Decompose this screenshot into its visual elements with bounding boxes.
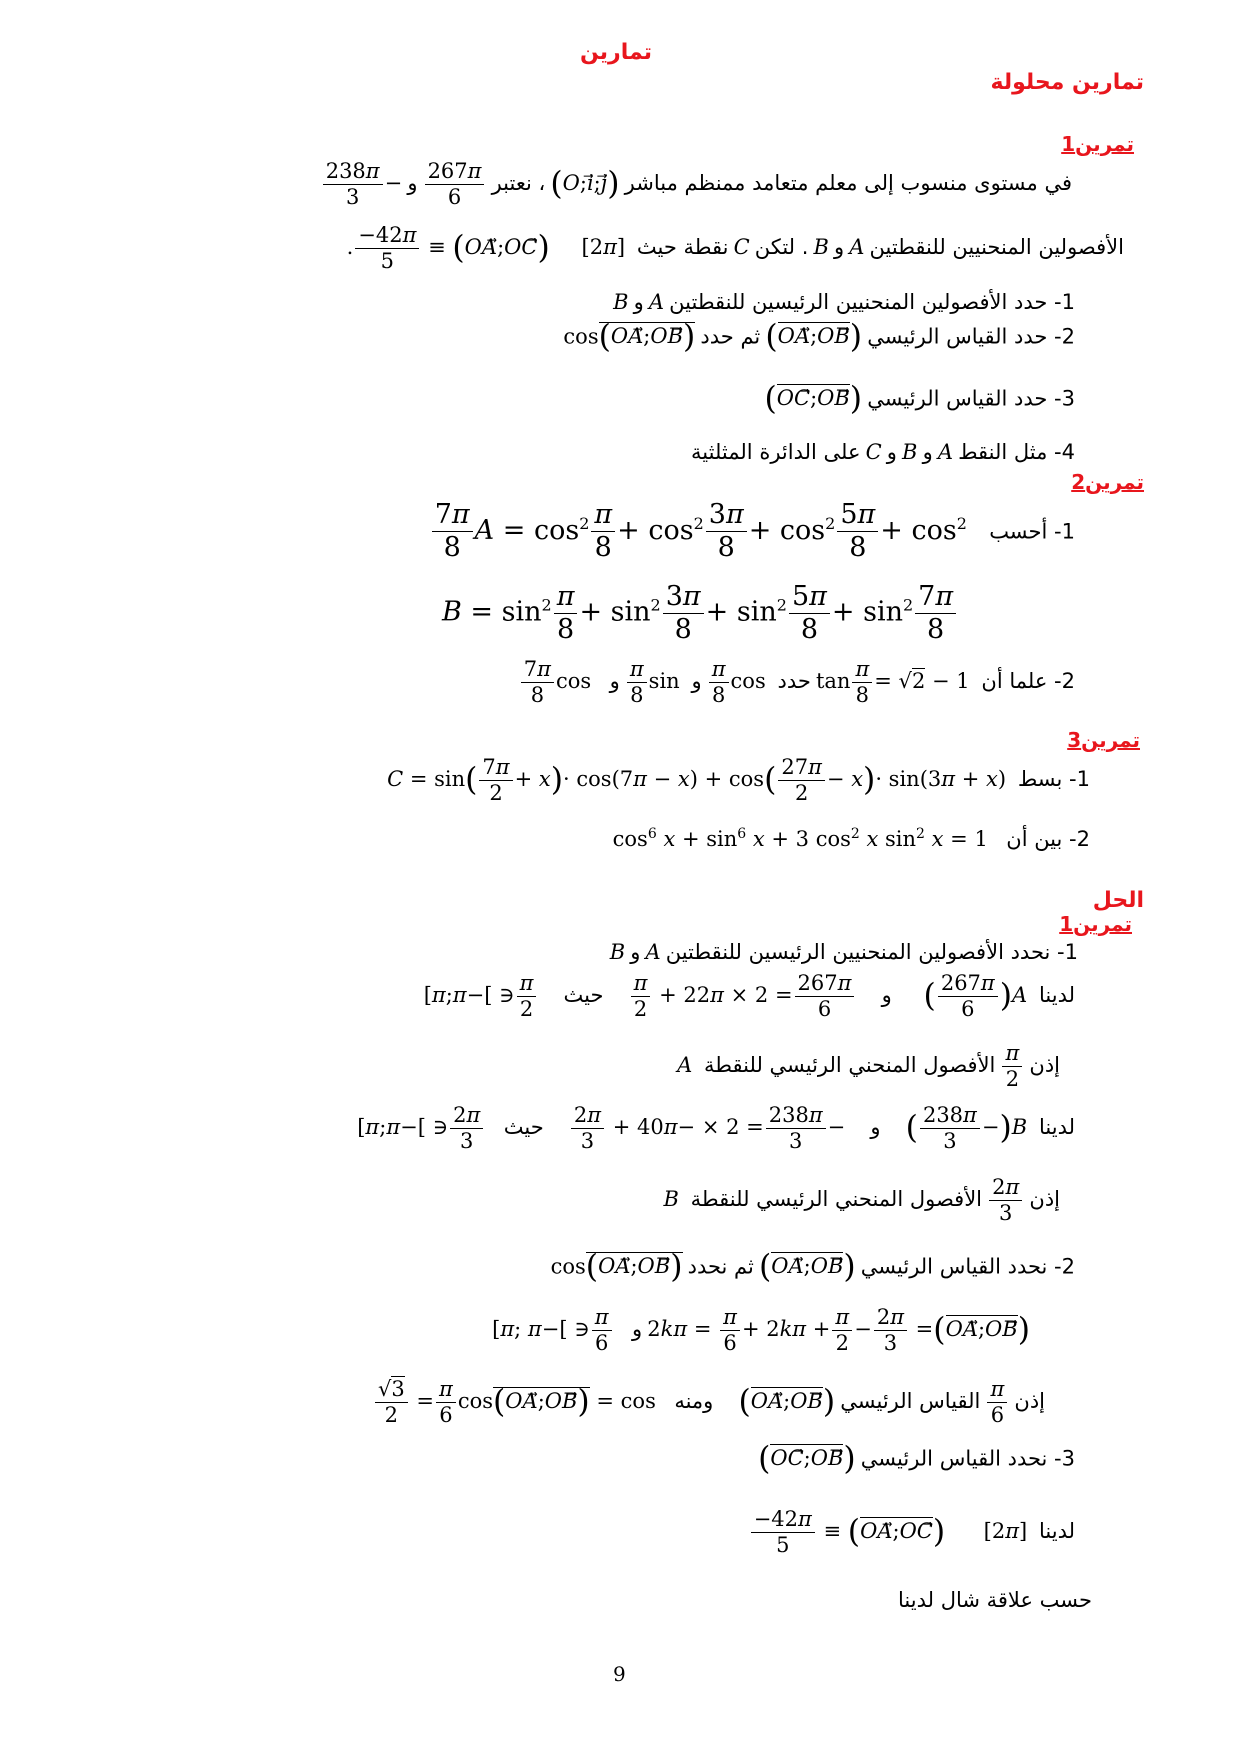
sol-line-a (424, 972, 1075, 1021)
q2-text: 2- بين أن (1006, 827, 1090, 851)
point-a-coord: A( $\frac{267\pi}{6}$ ) (923, 971, 1028, 1022)
modulo-2pi: [2π] (554, 235, 632, 260)
exercise-3-heading: تمرين3 (1067, 728, 1140, 752)
then-text: إذن (1029, 1187, 1060, 1212)
ex1-intro: في مستوى منسوب إلى معلم متعامد ممنظم مباشر (624, 171, 1072, 196)
point-a: A (648, 290, 665, 314)
ex2-q1 (430, 500, 1075, 562)
angle-oa-ob: (OA⃗;OB) (738, 1383, 836, 1420)
angle-oc-ob: (OC⃗;OB) (758, 1441, 856, 1477)
point-b: B (813, 235, 829, 260)
s2-text: 2- نحدد القياس الرئيسي (860, 1254, 1075, 1279)
have-text: لدينا (1038, 983, 1075, 1008)
exercise-2-heading: تمرين2 (1071, 470, 1144, 494)
solution-heading: الحل (1092, 888, 1144, 913)
and-word: و (633, 290, 644, 314)
sin-pi-8: sin $\frac{\pi}{8}$ (625, 669, 687, 693)
cos-pi-8: cos $\frac{\pi}{8}$ (707, 669, 773, 693)
and-word: و (632, 1317, 643, 1342)
and-word: و (870, 1115, 881, 1140)
q2b-text: ثم حدد (700, 324, 761, 349)
and-word: و (886, 440, 897, 464)
s2b-text: ثم نحدد (687, 1254, 754, 1279)
have-text: لدينا (1038, 1519, 1075, 1544)
s1-text: 1- نحدد الأفصولين المنحنيين الرئيسين للنقطتين (665, 940, 1078, 964)
section-title: تمارين محلولة (990, 70, 1144, 95)
tan-pi-8: tan $\frac{\pi}{8}$ = √2 − 1 (815, 657, 977, 708)
ex1-line2-text: الأفصولين المنحنيين للنقطتين (869, 235, 1124, 260)
ex1-q3 (764, 381, 1075, 417)
ex1-line-1 (321, 160, 1072, 209)
where-text: حيث (503, 1115, 544, 1140)
interval-c: $\frac{\pi}{6}$ ∈ ]−π; π] (492, 1317, 627, 1341)
chasles-text: حسب علاقة شال لدينا (898, 1588, 1092, 1612)
q3-text: 3- حدد القياس الرئيسي (867, 386, 1075, 411)
q2-text: 2- علما أن (981, 669, 1075, 694)
abs-text: الأفصول المنحني الرئيسي للنقطة (690, 1187, 983, 1212)
ex3-q2 (613, 826, 1090, 851)
ex1-line-2 (347, 224, 1124, 273)
sol-then-a (677, 1042, 1060, 1091)
formula-b: $B = \sin^2$ $\frac{\pi}{8}$ + $\sin^2$ $\frac{3\pi}{8}$ + $\sin^2$ $\frac{5\pi}{8}$ + $\sin^2$ $\frac{7\pi}{8}$ (442, 582, 958, 644)
sol-line-b (357, 1104, 1075, 1153)
point-c: C (865, 440, 882, 464)
decomp-a: $\frac{267\pi}{6}$ = 2 × 22π + $\frac{\pi}{2}$ (609, 983, 877, 1007)
and-word: و (922, 440, 933, 464)
sol-step-2 (550, 1249, 1075, 1285)
interval-b: $\frac{2\pi}{3}$ ∈ ]−π;π] (357, 1115, 498, 1139)
identity-formula: $\cos^6 x + \sin^6 x + 3$ $\cos^2 x$ $\sin^2 x = 1$ (612, 826, 1002, 851)
point-a: A (937, 440, 953, 464)
and-word: و (407, 171, 418, 196)
main-measure-text: القياس الرئيسي (840, 1389, 981, 1414)
where-text: حيث (563, 983, 604, 1008)
ex1-q4 (691, 440, 1075, 464)
q4b-text: على الدائرة المثلثية (691, 440, 861, 464)
q2b-text: حدد (777, 669, 811, 694)
and-word: و (881, 983, 892, 1008)
value-pi-2: $\frac{\pi}{2}$ (1000, 1053, 1024, 1077)
and-word: و (691, 669, 702, 694)
value-267pi-6: $\frac{267\pi}{6}$ (423, 171, 487, 195)
formula-a: $A = \cos^2$ $\frac{\pi}{8}$ + $\cos^2$ $\frac{3\pi}{8}$ + $\cos^2$ $\frac{5\pi}{8}$ + $\cos^2$ $\frac{7\pi}{8}$ (430, 515, 984, 546)
sol-angle-calc (492, 1306, 1030, 1355)
q4-text: 4- مثل النقط (958, 440, 1075, 464)
angle-calc-formula: (OA⃗;OB)= $\frac{2\pi}{3}$ − $\frac{\pi}{2}$ + 2kπ = $\frac{\pi}{6}$ + 2kπ (647, 1305, 1030, 1356)
and-word: و (609, 669, 620, 694)
ex1-point-where: نقطة حيث (636, 235, 729, 260)
s3-text: 3- نحدد القياس الرئيسي (860, 1446, 1075, 1471)
sol-have-oc (749, 1508, 1075, 1557)
ex2-q2 (519, 658, 1075, 707)
page-title: تمارين (580, 40, 652, 65)
value-2pi-3: $\frac{2\pi}{3}$ (987, 1187, 1024, 1211)
sol-then-b (663, 1176, 1060, 1225)
point-b: B (663, 1187, 686, 1212)
point-b-coord: B(− $\frac{238\pi}{3}$ ) (905, 1103, 1028, 1154)
modulo-2pi: [2π] (950, 1519, 1034, 1544)
ex1-q1 (613, 290, 1075, 314)
and-word: و (834, 235, 845, 260)
q2-text: 2- حدد القياس الرئيسي (867, 324, 1075, 349)
angle-oa-ob: (OA⃗;OB) (758, 1249, 856, 1285)
angle-oa-ob: (OA⃗;OB) (765, 319, 863, 355)
sol-step-3 (758, 1441, 1075, 1477)
cos-result: cos(OA⃗;OB) = cos $\frac{\pi}{6}$ = $\frac{√3}{2}$ (373, 1389, 669, 1413)
point-b: B (613, 290, 629, 314)
have-text: لدينا (1038, 1115, 1075, 1140)
q1-text: 1- أحسب (989, 519, 1075, 544)
and-word: و (630, 940, 641, 964)
value-minus-238pi-3: − $\frac{238\pi}{3}$ (321, 171, 403, 195)
cos-7pi-8: cos $\frac{7\pi}{8}$ (519, 669, 605, 693)
then-text: إذن (1014, 1389, 1045, 1414)
frame-notation: (O;i⃗;j) (550, 165, 620, 202)
then-text: إذن (1029, 1053, 1060, 1078)
solution-ex1-heading: تمرين1 (1059, 912, 1132, 936)
sol-main-measure (373, 1378, 1045, 1427)
sol-step-1 (610, 940, 1078, 964)
cos-oa-ob: cos(OA⃗;OB) (563, 319, 696, 355)
point-b: B (609, 940, 626, 964)
point-a: A (677, 1053, 699, 1078)
abs-text: الأفصول المنحني الرئيسي للنقطة (704, 1053, 996, 1078)
q1-text: 1- بسط (1017, 767, 1090, 792)
formula-c: C = sin( $\frac{7\pi}{2}$ + x)· cos(7π − x) + cos( $\frac{27\pi}{2}$ − x)· sin(3π + x) (387, 755, 1007, 806)
page-number: 9 (613, 1662, 626, 1686)
ex3-q1 (387, 756, 1090, 805)
hence-text: ومنه (674, 1389, 714, 1414)
point-c: C (733, 235, 750, 260)
angle-oa-oc-equation: (OA⃗;OC) ≡ $\frac{-42\pi}{5}$ (749, 1519, 945, 1543)
point-a: A (849, 235, 865, 260)
angle-oc-ob: (OC⃗;OB) (764, 381, 863, 417)
angle-oa-oc-equation: (OA⃗;OC) ≡ $\frac{-42\pi}{5}$ . (346, 223, 550, 274)
point-a: A (645, 940, 661, 964)
interval-a: $\frac{\pi}{2}$ ∈ ]−π;π] (424, 983, 559, 1007)
exercise-1-heading: تمرين1 (1061, 132, 1134, 156)
point-b: B (902, 440, 918, 464)
q1-text: 1- حدد الأفصولين المنحنيين الرئيسين للنقطتين (669, 290, 1075, 314)
cos-oa-ob: cos(OA⃗;OB) (550, 1249, 683, 1285)
ex1-let: . لتكن (754, 235, 809, 260)
ex1-q2 (563, 319, 1075, 355)
value-pi-6: $\frac{\pi}{6}$ (985, 1389, 1009, 1413)
ex1-consider: ، نعتبر (491, 171, 546, 196)
decomp-b: − $\frac{238\pi}{3}$ = 2 × −40π + $\frac{2\pi}{3}$ (549, 1115, 865, 1139)
